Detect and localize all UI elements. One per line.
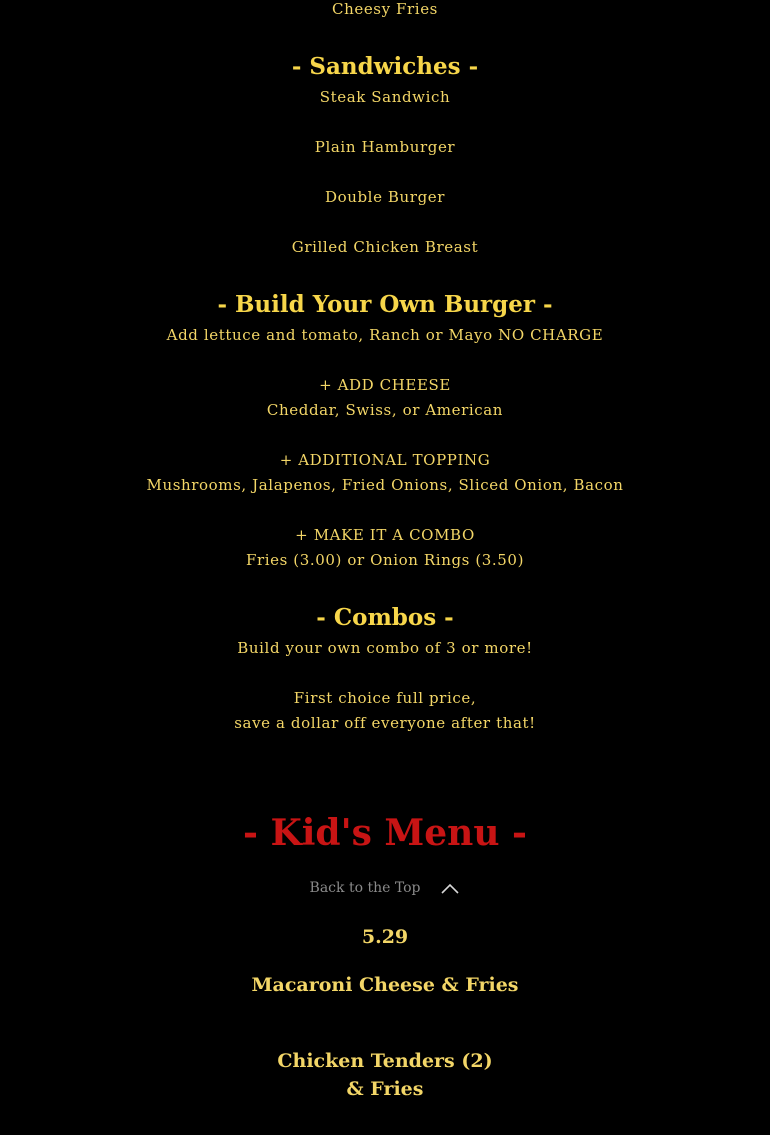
combos-heading: - Combos - <box>316 604 454 631</box>
add-cheese-label: + ADD CHEESE <box>319 376 451 394</box>
cheese-options: Cheddar, Swiss, or American <box>266 401 504 419</box>
menu-item-cheesy-fries: Cheesy Fries <box>332 0 438 18</box>
combo-label: + MAKE IT A COMBO <box>295 526 475 544</box>
build-burger-heading: - Build Your Own Burger - <box>217 291 553 318</box>
combos-line-2: First choice full price, <box>293 689 477 707</box>
sandwiches-heading: - Sandwiches - <box>291 53 479 80</box>
chevron-up-icon[interactable] <box>440 881 460 895</box>
build-burger-note: Add lettuce and tomato, Ranch or Mayo NO CHARGE <box>166 326 604 344</box>
back-to-top-label[interactable]: Back to the Top <box>309 880 421 896</box>
kids-item-macaroni: Macaroni Cheese & Fries <box>251 974 519 996</box>
kids-item-chicken-tenders-line-2: & Fries <box>346 1078 424 1100</box>
kids-item-chicken-tenders-line-1: Chicken Tenders (2) <box>277 1050 493 1072</box>
kids-menu-title: - Kid's Menu - <box>242 812 527 854</box>
menu-item-steak-sandwich: Steak Sandwich <box>319 88 451 106</box>
combos-line-1: Build your own combo of 3 or more! <box>237 639 533 657</box>
menu-item-double-burger: Double Burger <box>324 188 446 206</box>
menu-item-plain-hamburger: Plain Hamburger <box>314 138 456 156</box>
combo-options: Fries (3.00) or Onion Rings (3.50) <box>245 551 525 569</box>
topping-options: Mushrooms, Jalapenos, Fried Onions, Sliced Onion, Bacon <box>146 476 624 494</box>
kids-menu-price: 5.29 <box>361 926 409 948</box>
menu-item-grilled-chicken-breast: Grilled Chicken Breast <box>291 238 479 256</box>
additional-topping-label: + ADDITIONAL TOPPING <box>279 451 491 469</box>
back-to-top-link[interactable] <box>0 880 770 896</box>
combos-line-3: save a dollar off everyone after that! <box>234 714 536 732</box>
